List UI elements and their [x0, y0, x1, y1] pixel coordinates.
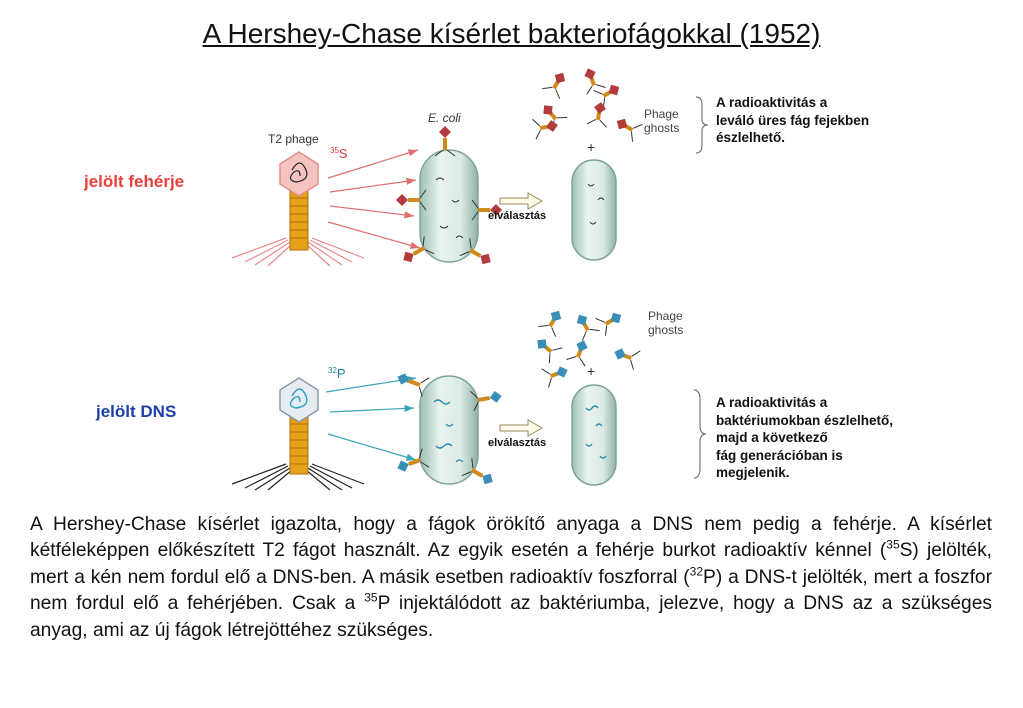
infection-arrows-bottom	[326, 378, 416, 460]
note-bottom-line: A radioaktivitás a	[716, 395, 828, 410]
note-bottom	[716, 394, 946, 482]
plus-top: +	[587, 139, 596, 155]
note-top	[716, 94, 916, 147]
page-title: A Hershey-Chase kísérlet bakteriofágokkal (1952)	[202, 18, 821, 49]
result-cell-bottom	[572, 385, 616, 485]
s35-label: $^{35}$S	[330, 146, 348, 161]
ecoli-cell-bottom	[420, 376, 478, 484]
phage-ghosts-label-top-1: Phage	[644, 107, 679, 121]
paragraph-text: S) jelölték, mert a kén nem fordul elő a DNS-ben. A másik esetben radioaktív foszforral (	[30, 540, 993, 588]
brace-bottom	[694, 390, 706, 478]
ecoli-label: E. coli	[428, 111, 461, 125]
t2-phage-label: T2 phage	[268, 132, 319, 146]
separation-arrow-bottom	[500, 420, 542, 436]
phage-ghosts-top	[533, 65, 680, 155]
phage-ghosts-label-top-2: ghosts	[644, 121, 680, 135]
superscript-35: 35	[364, 590, 378, 605]
label-labeled-dna: jelölt DNS	[96, 402, 177, 421]
note-top-line: észlelhető.	[716, 130, 786, 145]
note-bottom-line: megjelenik.	[716, 465, 790, 480]
superscript-35: 35	[886, 538, 900, 553]
phage-ghosts-label-bottom-1: Phage	[648, 309, 683, 323]
paragraph-text: A Hershey-Chase kísérlet igazolta, hogy a fágok örökítő anyaga a DNS nem pedig a fehérje. A kísérlet kétféleképpen előkészített T2 fágot használt. Az egyik esetén a fehérje burkot radioaktív kénnel (	[30, 514, 992, 562]
note-bottom-line: baktériumokban észlelhető,	[716, 412, 894, 428]
explanation-paragraph	[30, 512, 992, 644]
p32-label: $^{32}$P	[328, 366, 346, 381]
phage-ghosts-bottom	[531, 306, 683, 388]
note-bottom-line: majd a következő	[716, 430, 828, 445]
separation-arrow-top	[500, 193, 542, 209]
paragraph-text: P) a DNS-t jelölték, mert a foszfor nem fordul elő a fehérjében. Csak a	[30, 566, 992, 615]
result-cell-top	[572, 160, 616, 260]
brace-top	[696, 97, 708, 153]
label-labeled-protein: jelölt fehérje	[84, 172, 185, 191]
separation-label-bottom: elválasztás	[488, 437, 547, 449]
superscript-32: 32	[689, 564, 704, 579]
plus-bottom: +	[587, 363, 596, 379]
note-top-line: A radioaktivitás a	[716, 95, 828, 110]
t2-phage-protein	[232, 132, 364, 266]
paragraph-text: P injektálódott az baktériumba, jelezve, hogy a DNS az a szükséges anyag, ami az új fágok létrejöttéhez szükséges.	[30, 593, 992, 641]
note-bottom-line: fág generációban is	[716, 447, 843, 463]
separation-label-top: elválasztás	[488, 210, 547, 222]
note-top-line: leváló üres fág fejekben	[716, 112, 870, 128]
phage-ghosts-label-bottom-2: ghosts	[648, 323, 684, 337]
t2-phage-dna	[232, 366, 364, 490]
